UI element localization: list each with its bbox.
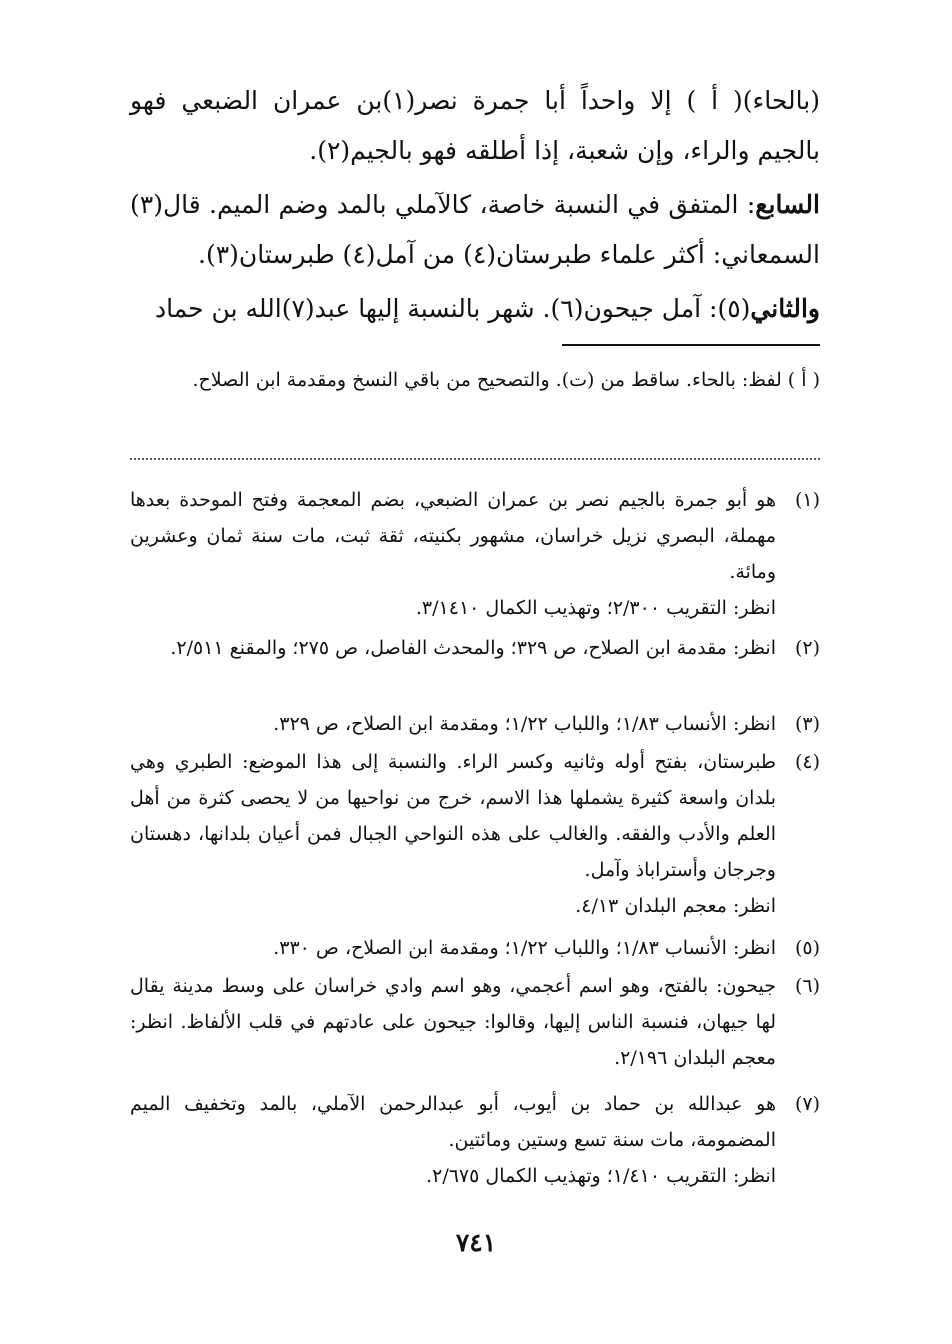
footnote-2 xyxy=(130,630,820,666)
footnote-text: هو عبدالله بن حماد بن أيوب، أبو عبدالرحمن الآملي، بالمد وتخفيف الميم المضمومة، مات سنة تسع وستين ومائتين. xyxy=(130,1093,776,1151)
footnote-reference: انظر: معجم البلدان ٤/١٣. xyxy=(575,895,776,917)
footnote-number: (٧) xyxy=(794,1093,820,1115)
footnote-4 xyxy=(130,744,820,924)
main-paragraph-2 xyxy=(130,180,820,280)
footnote-7 xyxy=(130,1086,820,1194)
footnote-number: (٦) xyxy=(794,975,820,997)
footnote-text: انظر: الأنساب ١/٨٣؛ واللباب ١/٢٢؛ ومقدمة ابن الصلاح، ص ٣٢٩. xyxy=(273,713,776,735)
footnote-number: (٤) xyxy=(794,751,820,773)
dotted-separator xyxy=(130,458,820,460)
footnote-text: جيحون: بالفتح، وهو اسم أعجمي، وهو اسم وادي خراسان على وسط مدينة يقال لها جيهان، فنسبة الناس إليها، وقالوا: جيحون على عادتهم في قلب الألفاظ. انظر: معجم البلدان ٢/١٩٦. xyxy=(130,975,776,1069)
footnote-separator xyxy=(562,344,820,346)
page-number: ٧٤١ xyxy=(455,1228,497,1257)
footnote-text: طبرستان، بفتح أوله وثانيه وكسر الراء. والنسبة إلى هذا الموضع: الطبري وهي بلدان واسعة كثيرة يشملها هذا الاسم، خرج من نواحيها من لا يحصى كثرة من أهل العلم والأدب والفقه. والغالب على هذه النواحي الجبال فمن أعيان بلدانها، دهستان وجرجان وأستراباذ وآمل. xyxy=(130,751,776,881)
footnote-6 xyxy=(130,968,820,1076)
footnote-number: (٢) xyxy=(794,637,820,659)
letter-footnote: ( أ ) لفظ: بالحاء. ساقط من (ت). والتصحيح من باقي النسخ ومقدمة ابن الصلاح. xyxy=(192,369,820,391)
footnote-5 xyxy=(130,930,820,966)
section-heading-second: والثاني xyxy=(750,294,820,323)
footnote-1 xyxy=(130,482,820,626)
footnote-number: (١) xyxy=(794,489,820,511)
main-paragraph-3 xyxy=(130,284,820,334)
footnote-text: هو أبو جمرة بالجيم نصر بن عمران الضبعي، بضم المعجمة وفتح الموحدة بعدها مهملة، البصري نزيل خراسان، مشهور بكنيته، ثقة ثبت، مات سنة ثمان وعشرين ومائة. xyxy=(130,489,776,583)
main-paragraph-1: (بالحاء)( أ ) إلا واحداً أبا جمرة نصر(١)بن عمران الضبعي فهو بالجيم والراء، وإن شعبة، إذا أطلقه فهو بالجيم(٢). xyxy=(130,86,820,165)
footnote-reference: انظر: التقريب ١/٤١٠؛ وتهذيب الكمال ٢/٦٧٥. xyxy=(426,1165,776,1187)
footnote-3 xyxy=(130,706,820,742)
footnote-number: (٥) xyxy=(794,937,820,959)
footnote-text: انظر: مقدمة ابن الصلاح، ص ٣٢٩؛ والمحدث الفاصل، ص ٢٧٥؛ والمقنع ٢/٥١١. xyxy=(170,637,776,659)
main-paragraph-2-text: : المتفق في النسبة خاصة، كالآملي بالمد وضم الميم. قال(٣) السمعاني: أكثر علماء طبرستان(٤) من آمل(٤) طبرستان(٣). xyxy=(130,190,820,269)
footnote-reference: انظر: التقريب ٢/٣٠٠؛ وتهذيب الكمال ٣/١٤١٠. xyxy=(415,597,776,619)
footnote-number: (٣) xyxy=(794,713,820,735)
footnote-text: انظر: الأنساب ١/٨٣؛ واللباب ١/٢٢؛ ومقدمة ابن الصلاح، ص ٣٣٠. xyxy=(273,937,776,959)
main-paragraph-3-text: (٥): آمل جيحون(٦). شهر بالنسبة إليها عبد(٧)الله بن حماد xyxy=(154,294,751,323)
section-heading-seventh: السابع xyxy=(755,190,820,219)
